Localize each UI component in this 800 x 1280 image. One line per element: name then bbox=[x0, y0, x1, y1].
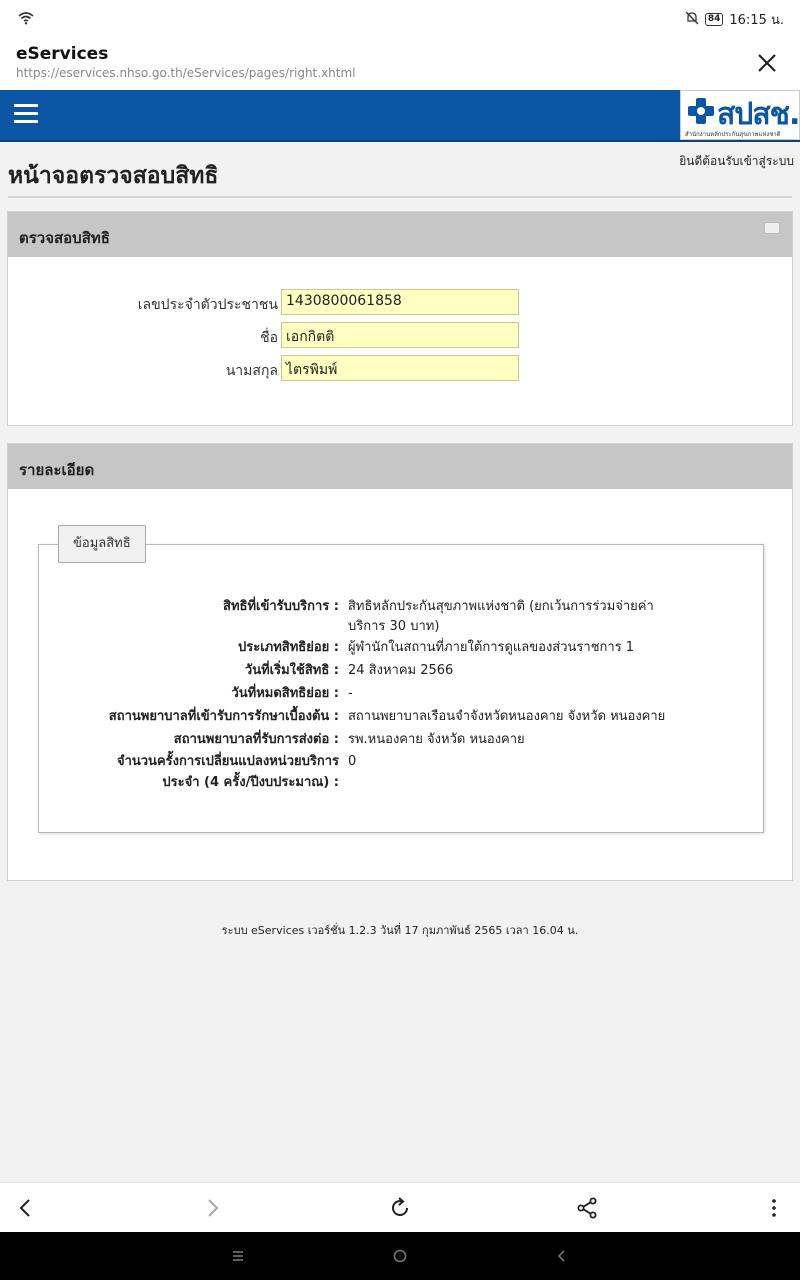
last-name-input[interactable]: ไตรพิมพ์ bbox=[281, 355, 519, 381]
browser-url: https://eservices.nhso.go.th/eServices/pages/right.xhtml bbox=[16, 66, 356, 80]
more-options-icon[interactable] bbox=[762, 1196, 786, 1220]
home-icon[interactable] bbox=[391, 1247, 409, 1265]
page-title: หน้าจอตรวจสอบสิทธิ bbox=[8, 163, 219, 189]
detail-label: สิทธิที่เข้ารับบริการ : bbox=[223, 599, 339, 614]
browser-toolbar bbox=[0, 1182, 800, 1232]
first-name-label: ชื่อ bbox=[260, 330, 278, 346]
hamburger-menu-icon[interactable] bbox=[14, 104, 38, 126]
detail-value: สิทธิหลักประกันสุขภาพแห่งชาติ (ยกเว้นการร่วมจ่ายค่าบริการ 30 บาท) bbox=[348, 599, 654, 634]
system-back-icon[interactable] bbox=[553, 1247, 571, 1265]
collapse-icon[interactable] bbox=[764, 222, 780, 234]
detail-label: ประจำ (4 ครั้ง/ปีงบประมาณ) : bbox=[162, 775, 339, 790]
detail-value: รพ.หนองคาย จังหวัด หนองคาย bbox=[348, 732, 525, 747]
reload-icon[interactable] bbox=[388, 1196, 412, 1220]
system-navigation-bar bbox=[0, 1232, 800, 1280]
medical-cross-icon bbox=[687, 97, 715, 125]
wifi-icon bbox=[18, 10, 34, 29]
welcome-text: ยินดีต้อนรับเข้าสู่ระบบ bbox=[679, 154, 794, 168]
check-rights-panel bbox=[7, 211, 793, 426]
forward-arrow-icon[interactable] bbox=[200, 1196, 224, 1220]
panel-title: ตรวจสอบสิทธิ bbox=[19, 229, 110, 247]
mute-bell-icon bbox=[685, 11, 699, 29]
detail-value: - bbox=[348, 686, 353, 701]
citizen-id-input[interactable]: 1430800061858 bbox=[281, 289, 519, 315]
first-name-row bbox=[8, 322, 794, 348]
panel-header bbox=[8, 212, 792, 257]
status-bar bbox=[0, 0, 800, 36]
detail-label: สถานพยาบาลที่เข้ารับการรักษาเบื้องต้น : bbox=[108, 709, 339, 724]
panel-header bbox=[8, 444, 792, 489]
panel-title: รายละเอียด bbox=[19, 461, 95, 479]
details-panel bbox=[7, 443, 793, 881]
last-name-label: นามสกุล bbox=[225, 363, 278, 379]
detail-value: 0 bbox=[348, 754, 357, 769]
detail-value: 24 สิงหาคม 2566 bbox=[348, 663, 454, 678]
share-icon[interactable] bbox=[575, 1196, 599, 1220]
rights-info-legend[interactable]: ข้อมูลสิทธิ bbox=[58, 525, 146, 563]
detail-label: วันที่หมดสิทธิย่อย : bbox=[231, 686, 339, 701]
title-divider bbox=[8, 196, 792, 198]
detail-label: ประเภทสิทธิย่อย : bbox=[237, 640, 339, 655]
nhso-logo[interactable] bbox=[680, 90, 800, 140]
last-name-row bbox=[8, 355, 794, 381]
site-navbar bbox=[0, 90, 800, 142]
citizen-id-row bbox=[8, 289, 794, 315]
logo-subtitle: สำนักงานหลักประกันสุขภาพแห่งชาติ bbox=[685, 131, 781, 138]
browser-title-bar bbox=[0, 36, 800, 90]
close-icon[interactable] bbox=[754, 50, 780, 76]
browser-page-title: eServices bbox=[16, 44, 109, 64]
detail-label: วันที่เริ่มใช้สิทธิ : bbox=[244, 663, 339, 678]
detail-label: สถานพยาบาลที่รับการส่งต่อ : bbox=[173, 732, 339, 747]
back-arrow-icon[interactable] bbox=[14, 1196, 38, 1220]
detail-value: ผู้พำนักในสถานที่ภายใต้การดูแลของส่วนราชการ 1 bbox=[348, 640, 635, 655]
recent-apps-icon[interactable] bbox=[229, 1247, 247, 1265]
detail-label: จำนวนครั้งการเปลี่ยนแปลงหน่วยบริการ bbox=[116, 754, 339, 769]
version-footer: ระบบ eServices เวอร์ชั่น 1.2.3 วันที่ 17 กุมภาพันธ์ 2565 เวลา 16.04 น. bbox=[221, 924, 579, 937]
first-name-input[interactable]: เอกกิตติ bbox=[281, 322, 519, 348]
battery-indicator: 84 bbox=[705, 13, 724, 26]
citizen-id-label: เลขประจำตัวประชาชน bbox=[137, 297, 278, 313]
logo-name: สปสช. bbox=[717, 97, 800, 132]
detail-value: สถานพยาบาลเรือนจำจังหวัดหนองคาย จังหวัด หนองคาย bbox=[348, 709, 666, 724]
status-time: 16:15 น. bbox=[729, 13, 784, 28]
